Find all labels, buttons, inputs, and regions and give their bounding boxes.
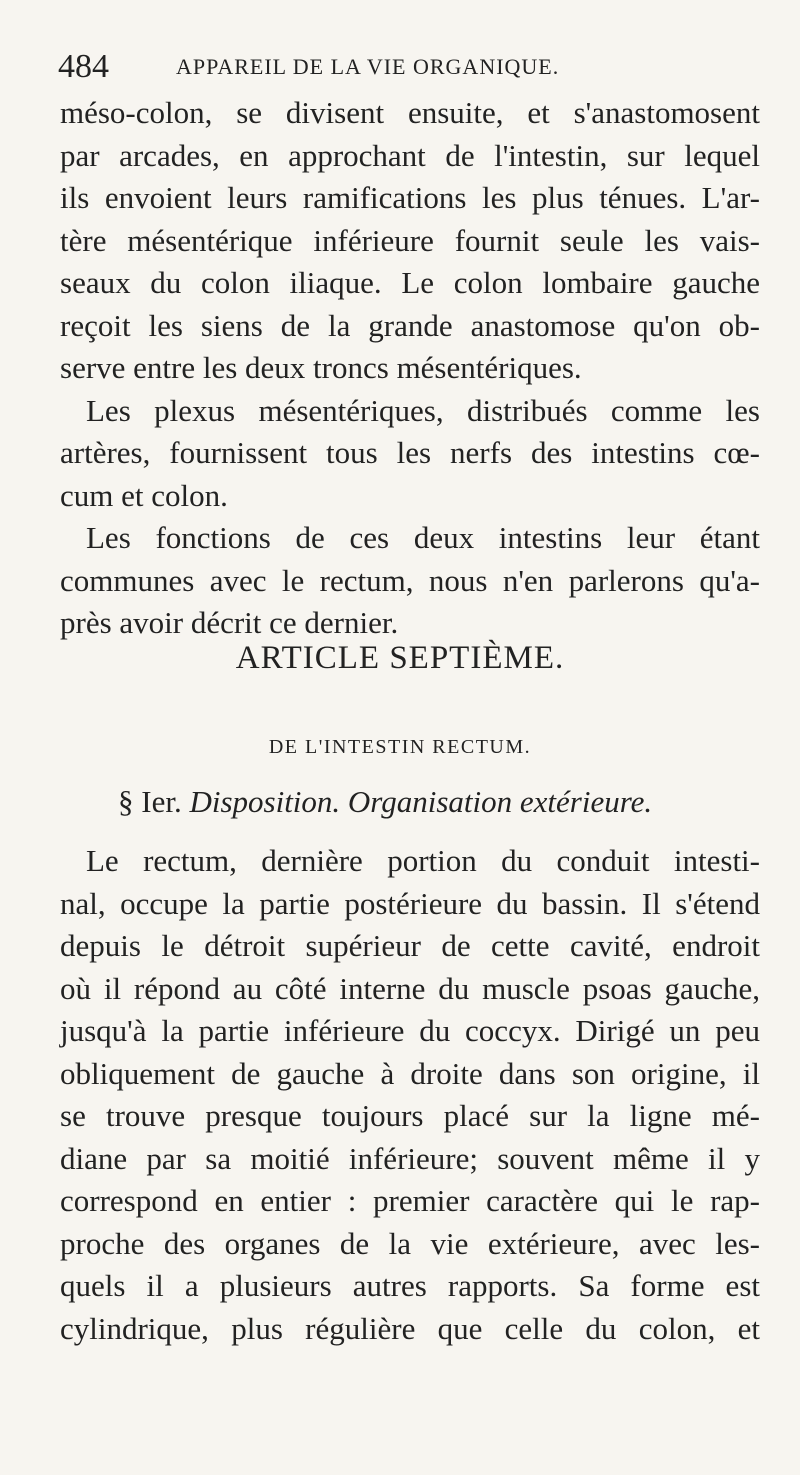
page-header	[58, 44, 758, 90]
text-line: cum et colon.	[60, 477, 228, 513]
text-line: près avoir décrit ce dernier.	[60, 605, 399, 640]
text-line: communes avec le rectum, nous n'en parlerons qu'a-	[60, 562, 760, 598]
text-line: obliquement de gauche à droite dans son origine, il	[60, 1055, 760, 1091]
text-line: diane par sa moitié inférieure; souvent même il y	[60, 1140, 760, 1176]
text-line: où il répond au côté interne du muscle psoas gauche,	[60, 970, 760, 1006]
text-line: nal, occupe la partie postérieure du bassin. Il s'étend	[60, 885, 760, 921]
text-line: artères, fournissent tous les nerfs des intestins cœ-	[60, 435, 760, 470]
article-title: ARTICLE SEPTIÈME.	[235, 640, 565, 676]
text-line: Les fonctions de ces deux intestins leur étant	[86, 520, 760, 555]
paragraph-block-2	[60, 840, 760, 1350]
text-line: quels il a plusieurs autres rapports. Sa forme est	[60, 1268, 760, 1303]
text-line: seaux du colon iliaque. Le colon lombaire gauche	[60, 265, 760, 300]
text-line: reçoit les siens de la grande anastomose qu'on ob-	[60, 307, 760, 343]
text-line: serve entre les deux troncs mésentériques.	[60, 350, 582, 385]
page-number: 484	[58, 48, 109, 85]
text-line: méso-colon, se divisent ensuite, et s'anastomosent	[60, 95, 760, 130]
text-line: cylindrique, plus régulière que celle du colon, et	[60, 1310, 760, 1346]
text-line: ils envoient leurs ramifications les plus ténues. L'ar-	[60, 180, 760, 215]
section-heading	[118, 784, 652, 820]
text-line: Le rectum, dernière portion du conduit intesti-	[86, 843, 760, 878]
text-line: proche des organes de la vie extérieure, avec les-	[60, 1225, 760, 1261]
article-subtitle: DE L'INTESTIN RECTUM.	[268, 736, 532, 758]
text-line: par arcades, en approchant de l'intestin, sur lequel	[60, 137, 760, 173]
running-head: APPAREIL DE LA VIE ORGANIQUE.	[176, 54, 560, 79]
section-marker: § Ier.	[118, 784, 182, 819]
text-line: se trouve presque toujours placé sur la ligne mé-	[60, 1098, 760, 1133]
text-line: tère mésentérique inférieure fournit seule les vais-	[60, 222, 760, 258]
text-line: depuis le détroit supérieur de cette cavité, endroit	[60, 928, 760, 963]
text-line: correspond en entier : premier caractère qui le rap-	[60, 1183, 760, 1218]
text-line: Les plexus mésentériques, distribués comme les	[86, 392, 760, 428]
section-title: Disposition. Organisation extérieure.	[189, 784, 653, 819]
text-line: jusqu'à la partie inférieure du coccyx. Dirigé un peu	[60, 1013, 760, 1048]
paragraph-block-1	[60, 92, 760, 645]
